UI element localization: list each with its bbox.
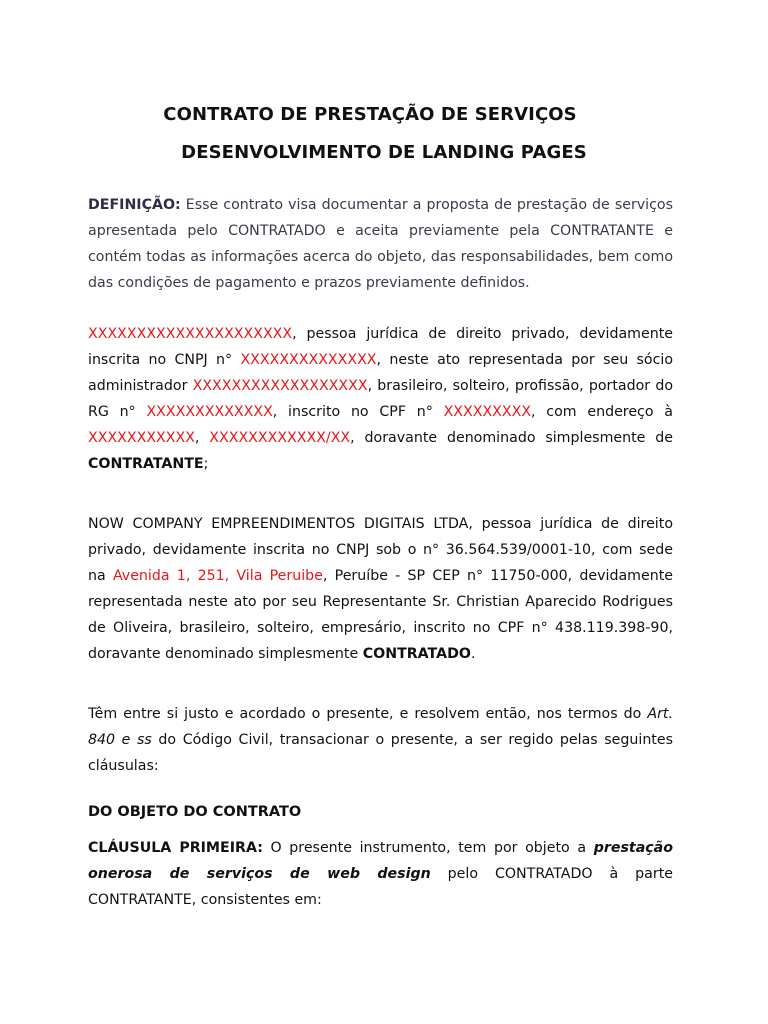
definition-label: DEFINIÇÃO:: [88, 197, 181, 213]
definition-text: Esse contrato visa documentar a proposta de prestação de serviços apresentada pelo CONTRATADO e aceita previamente pela CONTRATANTE e contém todas as informações acerca do objeto, das responsabilidades, bem como das condições de pagamento e prazos previamente definidos.: [88, 197, 673, 291]
contratante-cnpj-placeholder: XXXXXXXXXXXXXX: [240, 352, 377, 368]
contratante-paragraph: [88, 321, 673, 477]
contratante-admin-placeholder: XXXXXXXXXXXXXXXXXX: [192, 378, 368, 394]
text-fragment: pelo CONTRATADO à parte CONTRATANTE, consistentes em:: [88, 866, 673, 908]
clause-one-label: CLÁUSULA PRIMEIRA:: [88, 840, 263, 856]
agreement-paragraph: [88, 701, 673, 779]
contratante-name-placeholder: XXXXXXXXXXXXXXXXXXXXX: [88, 326, 293, 342]
text-fragment: ;: [203, 456, 209, 472]
contratado-role: CONTRATADO: [362, 646, 471, 662]
text-fragment: O presente instrumento, tem por objeto a: [262, 840, 594, 856]
document-title-line-1: CONTRATO DE PRESTAÇÃO DE SERVIÇOS: [163, 104, 577, 125]
text-fragment: , doravante denominado simplesmente de: [350, 430, 673, 446]
clause-one-paragraph: [88, 835, 673, 913]
text-fragment: , com endereço à: [531, 404, 673, 420]
contratado-paragraph: [88, 511, 673, 667]
text-fragment: .: [470, 646, 476, 662]
text-fragment: , brasileiro, solteiro, profissão, portador do RG n°: [88, 378, 674, 420]
document-title-line-2: DESENVOLVIMENTO DE LANDING PAGES: [181, 142, 587, 163]
clause-one-emphasis: prestação onerosa de serviços de web design: [88, 840, 673, 882]
text-fragment: , pessoa jurídica de direito privado, devidamente inscrita no CNPJ n°: [88, 326, 673, 368]
contratado-address: Avenida 1, 251, Vila Peruibe: [112, 568, 323, 584]
contratante-city-placeholder: XXXXXXXXXXXX/XX: [209, 430, 351, 446]
definition-paragraph: [88, 192, 673, 296]
section-heading: DO OBJETO DO CONTRATO: [88, 804, 302, 820]
text-fragment: , Peruíbe - SP CEP n° 11750-000, devidamente representada neste ato por seu Representante Sr. Christian Aparecido Rodrigues de Oliveira, brasileiro, solteiro, empresário, inscrito no CPF n° 438.119.398-90, doravante denominado simplesmente: [88, 568, 674, 662]
text-fragment: do Código Civil, transacionar o presente, a ser regido pelas seguintes cláusulas:: [88, 732, 673, 774]
legal-article-reference: Art. 840 e ss: [88, 706, 673, 748]
text-fragment: , neste ato representada por seu sócio administrador: [88, 352, 673, 394]
text-fragment: NOW COMPANY EMPREENDIMENTOS DIGITAIS LTDA, pessoa jurídica de direito privado, devidamente inscrita no CNPJ sob o n° 36.564.539/0001-10, com sede na: [88, 516, 673, 584]
text-fragment: ,: [194, 430, 210, 446]
contratante-role: CONTRATANTE: [88, 456, 204, 472]
contratante-address-placeholder: XXXXXXXXXXX: [88, 430, 195, 446]
text-fragment: , inscrito no CPF n°: [272, 404, 444, 420]
text-fragment: Têm entre si justo e acordado o presente, e resolvem então, nos termos do: [88, 706, 648, 722]
contratante-rg-placeholder: XXXXXXXXXXXXX: [146, 404, 273, 420]
contratante-cpf-placeholder: XXXXXXXXX: [443, 404, 532, 420]
